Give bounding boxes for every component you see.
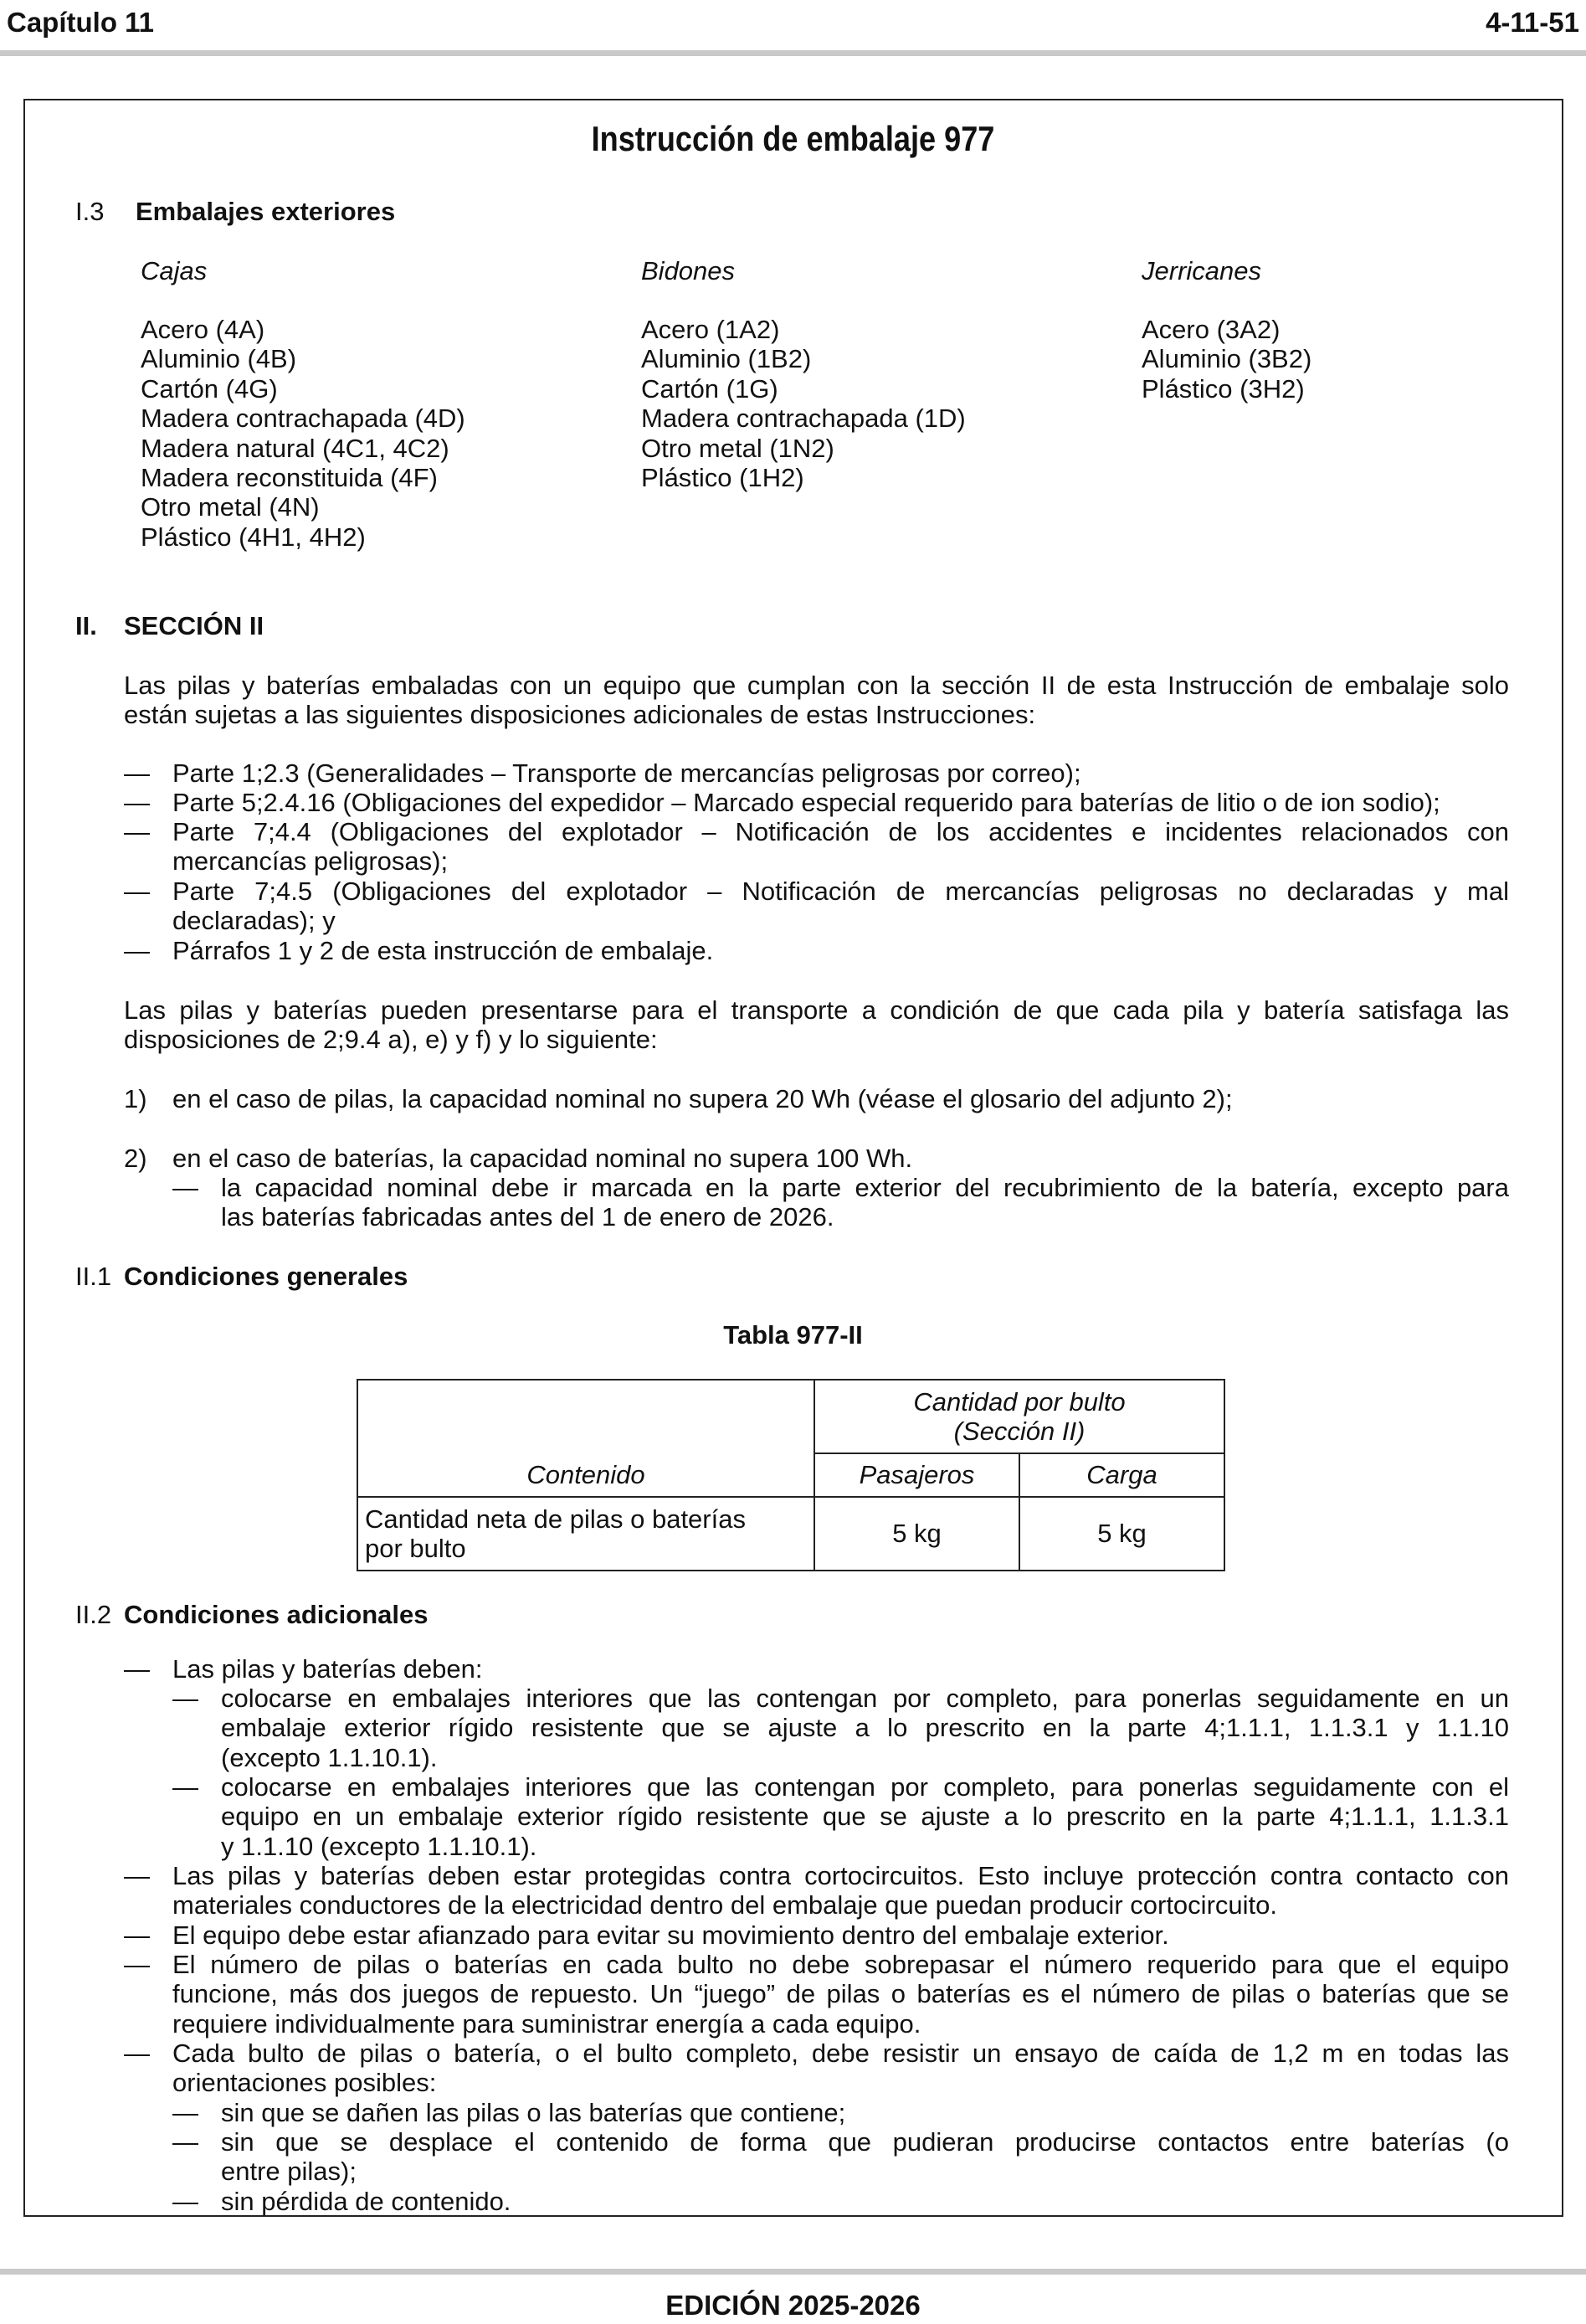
list-item-text: sin que se dañen las pilas o las baterías que contiene; [221,2098,846,2127]
list-item: Acero (4A) [141,315,265,344]
page-title: Instrucción de embalaje 977 [591,119,995,158]
list-item [124,788,1509,818]
dash-bullet: — [172,1772,198,1802]
chapter-label: Capítulo 11 [7,7,155,38]
item-number: 1) [124,1084,147,1113]
section-ii-conditions [124,995,1509,1055]
dash-bullet: — [124,817,150,846]
sub-list-item [172,2187,1509,2217]
list-item-text: Parte 7;4.4 (Obligaciones del explotador – Notificación de los accidentes e incidentes relacionados con [172,817,1509,846]
table-empty-cell [357,1380,814,1453]
dash-bullet: — [124,2039,150,2068]
sub-list-item [172,2127,1509,2188]
list-item [124,877,1509,937]
list-item: Plástico (4H1, 4H2) [141,522,366,552]
dash-bullet: — [124,1654,150,1684]
table-group-header [814,1380,1224,1453]
list-item-text: Parte 1;2.3 (Generalidades – Transporte de mercancías peligrosas por correo); [172,758,1081,788]
numbered-item [124,1084,1509,1114]
dash-bullet: — [172,2187,198,2216]
edition-footer: EDICIÓN 2025-2026 [665,2290,921,2321]
table-row [357,1497,1224,1571]
numbered-item [124,1144,1509,1174]
list-item-text: las baterías fabricadas antes del 1 de enero de 2026. [221,1202,834,1232]
page-number: 4-11-51 [1486,7,1579,38]
col-header-carga: Carga [1019,1453,1224,1497]
list-item [124,1654,1509,1684]
sub-list-item [172,1772,1509,1862]
dash-bullet: — [172,1173,198,1202]
list-item-text: orientaciones posibles: [172,2068,437,2098]
list-item: Aluminio (4B) [141,344,297,374]
list-item-text: Cada bulto de pilas o batería, o el bulto completo, debe resistir un ensayo de caída de 1,2 m en todas las [172,2039,1509,2068]
section-ii-intro [124,671,1509,730]
list-item-text: Las pilas y baterías deben estar protegidas contra cortocircuitos. Esto incluye protección contra contacto con [172,1861,1509,1890]
list-item-text: y 1.1.10 (excepto 1.1.10.1). [221,1831,537,1861]
sub-list-item [172,2098,1509,2128]
list-item [124,2039,1509,2099]
list-item: Plástico (3H2) [1142,373,1305,404]
list-item: Madera contrachapada (4D) [141,404,465,434]
dash-bullet: — [124,788,150,817]
dash-bullet: — [124,877,150,906]
group-header-line: (Sección II) [953,1417,1086,1446]
group-header-line: Cantidad por bulto [913,1386,1126,1417]
dash-bullet: — [172,2098,198,2127]
list-item-text: equipo en un embalaje exterior rígido resistente que se ajuste a lo prescrito en la parte 4;1.1.1, 1.1.3.1 [221,1802,1509,1832]
row-label-line: por bulto [365,1534,466,1563]
list-item: Plástico (1H2) [641,463,804,493]
col-header-pasajeros: Pasajeros [814,1453,1019,1497]
list-item [124,1920,1509,1951]
footer-rule [0,2269,1586,2275]
list-item-text: colocarse en embalajes interiores que las contengan por completo, para ponerlas seguidamente con el [221,1772,1509,1802]
section-i3-number: I.3 [75,197,105,226]
paragraph-line: Las pilas y baterías embaladas con un equipo que cumplan con la sección II de esta Instrucción de embalaje solo [124,671,1509,700]
list-item-text: Párrafos 1 y 2 de esta instrucción de embalaje. [172,936,714,965]
list-item-text: la capacidad nominal debe ir marcada en la parte exterior del recubrimiento de la batería, excepto para [221,1173,1509,1202]
list-item: Acero (1A2) [641,315,780,344]
list-item: Otro metal (4N) [141,492,320,522]
section-ii-number: II. [75,611,97,640]
quantity-table [357,1379,1225,1571]
sub-list-item [172,1684,1509,1773]
section-ii1-heading: Condiciones generales [124,1262,408,1291]
list-item-text: Parte 5;2.4.16 (Obligaciones del expedidor – Marcado especial requerido para baterías de litio o de ion sodio); [172,788,1440,817]
list-item: Acero (3A2) [1142,315,1281,344]
item-number: 2) [124,1144,147,1173]
section-ii2-heading: Condiciones adicionales [124,1600,429,1629]
col-bidones-heading: Bidones [641,256,736,285]
dash-bullet: — [172,1684,198,1713]
list-item-text: funcione, más dos juegos de repuesto. Un “juego” de pilas o baterías es el número de pilas o baterías que se [172,1979,1509,2009]
list-item: Cartón (4G) [141,373,278,404]
list-item [124,817,1509,877]
list-item [124,758,1509,789]
list-item-text: embalaje exterior rígido resistente que se ajuste a lo prescrito en la parte 4;1.1.1, 1.1.3.1 y 1.1.10 [221,1713,1509,1743]
sub-list-item [172,1173,1509,1233]
list-item-text: mercancías peligrosas); [172,846,449,877]
list-item-text: El equipo debe estar afianzado para evitar su movimiento dentro del embalaje exterior. [172,1920,1169,1950]
row-label [357,1497,814,1571]
list-item: Madera contrachapada (1D) [641,404,966,434]
list-item-text: sin que se desplace el contenido de forma que pudieran producirse contactos entre baterías (o [221,2127,1509,2157]
col-cajas-heading: Cajas [141,256,208,285]
list-item: Aluminio (1B2) [641,344,812,374]
paragraph-line: Las pilas y baterías pueden presentarse para el transporte a condición de que cada pila y batería satisfaga las [124,995,1509,1025]
list-item: Cartón (1G) [641,373,778,404]
dash-bullet: — [124,1950,150,1979]
list-item: Otro metal (1N2) [641,433,834,463]
jerricanes-list [1142,315,1311,404]
section-ii-heading: SECCIÓN II [124,611,264,640]
col-header-contenido: Contenido [357,1453,814,1497]
carga-value: 5 kg [1019,1497,1224,1571]
list-item-text: requiere individualmente para suministrar energía a cada equipo. [172,2008,921,2039]
list-item: Aluminio (3B2) [1142,344,1312,374]
numbered-item-text: en el caso de baterías, la capacidad nominal no supera 100 Wh. [172,1144,913,1173]
list-item: Madera reconstituida (4F) [141,463,438,493]
list-item-text: sin pérdida de contenido. [221,2187,511,2216]
list-item [124,936,1509,966]
list-item-text: declaradas); y [172,906,336,936]
list-item-text: Las pilas y baterías deben: [172,1654,483,1684]
numbered-item-text: en el caso de pilas, la capacidad nominal no supera 20 Wh (véase el glosario del adjunto 2); [172,1084,1233,1113]
paragraph-line: están sujetas a las siguientes disposiciones adicionales de estas Instrucciones: [124,700,1036,730]
list-item-text: (excepto 1.1.10.1). [221,1742,438,1772]
list-item-text: El número de pilas o baterías en cada bulto no debe sobrepasar el número requerido para que el equipo [172,1950,1509,1979]
list-item-text: Parte 7;4.5 (Obligaciones del explotador – Notificación de mercancías peligrosas no declaradas y mal [172,877,1509,906]
dash-bullet: — [124,1920,150,1950]
section-ii2-number: II.2 [75,1600,112,1629]
bidones-list [641,315,966,492]
row-label-line: Cantidad neta de pilas o baterías [365,1504,746,1534]
dash-bullet: — [124,1861,150,1890]
pasajeros-value: 5 kg [814,1497,1019,1571]
list-item [124,1861,1509,1921]
list-item [124,1950,1509,2039]
section-i3-heading: Embalajes exteriores [136,197,396,226]
table-title: Tabla 977-II [723,1320,863,1350]
list-item: Madera natural (4C1, 4C2) [141,433,449,463]
col-jerricanes-heading: Jerricanes [1142,256,1261,285]
header-rule [0,50,1586,56]
paragraph-line: disposiciones de 2;9.4 a), e) y f) y lo siguiente: [124,1025,658,1055]
section-ii1-number: II.1 [75,1262,112,1291]
dash-bullet: — [124,936,150,965]
dash-bullet: — [124,758,150,788]
list-item-text: entre pilas); [221,2157,357,2187]
cajas-list [141,315,465,552]
list-item-text: colocarse en embalajes interiores que las contengan por completo, para ponerlas seguidamente en un [221,1684,1509,1713]
dash-bullet: — [172,2127,198,2157]
list-item-text: materiales conductores de la electricidad dentro del embalaje que puedan producir cortocircuito. [172,1890,1277,1920]
